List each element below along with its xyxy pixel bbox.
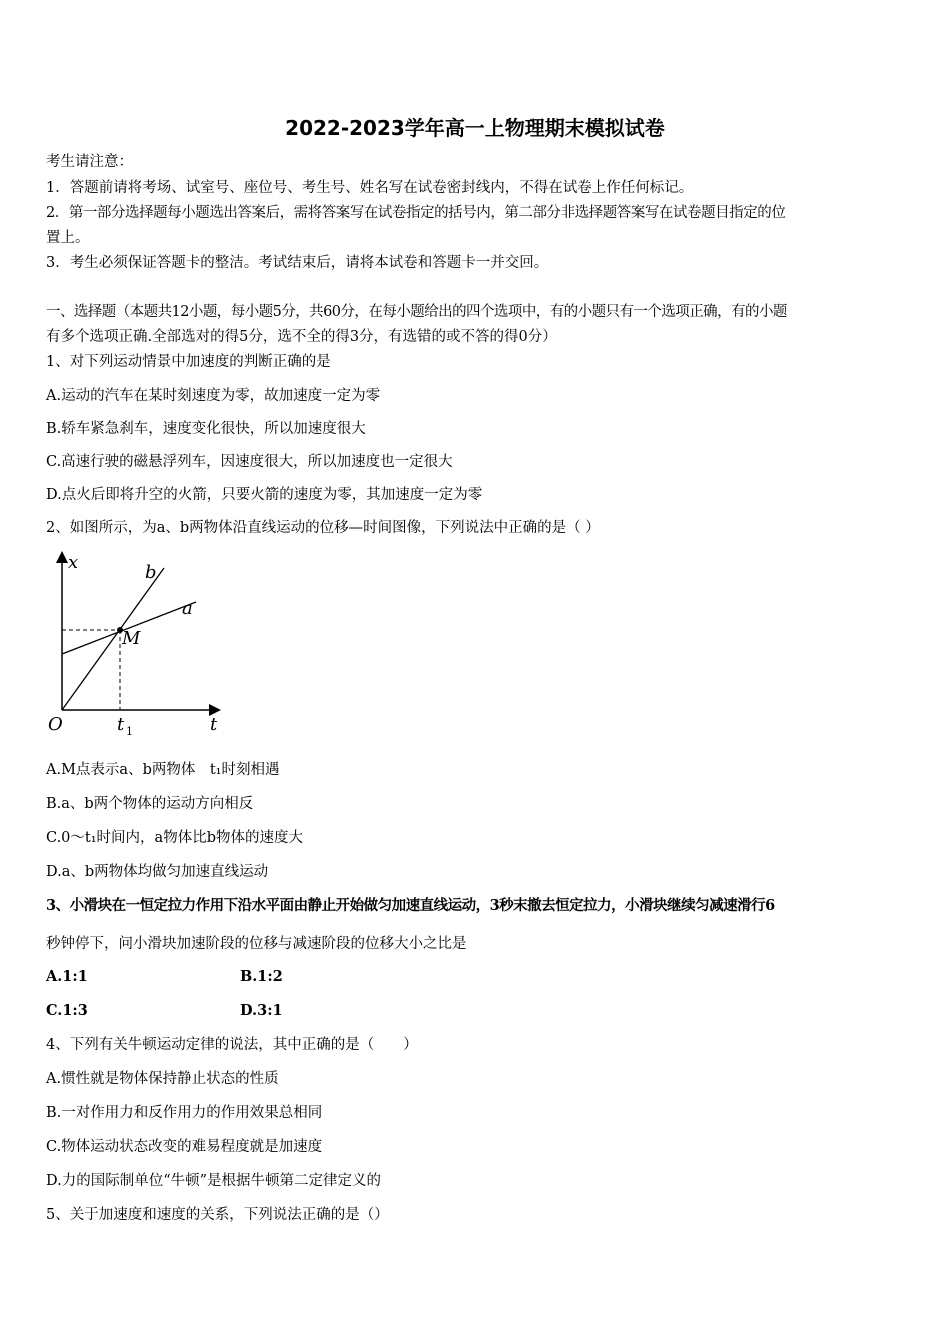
notice-heading: 考生请注意： [46,154,133,170]
q4-option-a: A.惯性就是物体保持静止状态的性质 [46,1071,279,1087]
q2-option-c: C.0～t₁时间内，a物体比b物体的速度大 [46,830,303,846]
q4-stem: 4、下列有关牛顿运动定律的说法，其中正确的是（ ） [46,1037,418,1053]
notice-item-3: 3．考生必须保证答题卡的整洁。考试结束后，请将本试卷和答题卡一并交回。 [46,255,549,271]
q4-option-b: B.一对作用力和反作用力的作用效果总相同 [46,1105,323,1121]
line-a-label: a [182,598,193,619]
q3-option-c: C.1:3 [46,1002,88,1019]
x-axis-label: x [68,552,79,573]
q1-option-c: C.高速行驶的磁悬浮列车，因速度很大，所以加速度也一定很大 [46,454,453,470]
t1-subscript: 1 [126,725,133,738]
x-t-graph-figure [40,548,240,744]
q3-option-d: D.3:1 [240,1002,283,1019]
x-t-graph [40,548,240,744]
q1-stem: 1、对下列运动情景中加速度的判断正确的是 [46,354,331,370]
q3-stem-1: 3、小滑块在一恒定拉力作用下沿水平面由静止开始做匀加速直线运动，3秒末撤去恒定拉力，小滑块继续匀减速滑行6 [46,897,775,914]
point-m-label: M [122,628,141,649]
section-instructions-1: 一、选择题（本题共12小题，每小题5分，共60分，在每小题给出的四个选项中，有的小题只有一个选项正确，有的小题 [46,304,787,320]
q3-stem-2: 秒钟停下，问小滑块加速阶段的位移与减速阶段的位移大小之比是 [46,936,467,952]
q2-stem: 2、如图所示，为a、b两物体沿直线运动的位移—时间图像，下列说法中正确的是（ ） [46,520,600,536]
q4-option-c: C.物体运动状态改变的难易程度就是加速度 [46,1139,323,1155]
section-instructions-2: 有多个选项正确.全部选对的得5分，选不全的得3分，有选错的或不答的得0分） [46,329,557,345]
q3-option-a: A.1:1 [46,968,88,985]
t1-label: t [117,714,125,735]
line-b [62,568,164,710]
q3-option-b: B.1:2 [240,968,283,985]
q1-option-a: A.运动的汽车在某时刻速度为零，故加速度一定为零 [46,388,381,404]
notice-item-2-cont: 置上。 [46,230,90,246]
q1-option-b: B.轿车紧急刹车，速度变化很快，所以加速度很大 [46,421,366,437]
notice-item-1: 1．答题前请将考场、试室号、座位号、考生号、姓名写在试卷密封线内，不得在试卷上作任何标记。 [46,180,694,196]
q2-option-d: D.a、b两物体均做匀加速直线运动 [46,864,269,880]
q2-option-b: B.a、b两个物体的运动方向相反 [46,796,254,812]
line-b-label: b [145,562,157,583]
q5-stem: 5、关于加速度和速度的关系，下列说法正确的是（） [46,1207,389,1223]
q4-option-d: D.力的国际制单位“牛顿”是根据牛顿第二定律定义的 [46,1173,382,1189]
origin-label: O [48,714,63,735]
exam-title: 2022-2023学年高一上物理期末模拟试卷 [285,116,665,140]
notice-item-2: 2．第一部分选择题每小题选出答案后，需将答案写在试卷指定的括号内，第二部分非选择题答案写在试卷题目指定的位 [46,205,786,221]
t-axis-label: t [210,714,218,735]
q2-option-a: A.M点表示a、b两物体 t₁时刻相遇 [46,762,280,778]
q1-option-d: D.点火后即将升空的火箭，只要火箭的速度为零，其加速度一定为零 [46,487,483,503]
